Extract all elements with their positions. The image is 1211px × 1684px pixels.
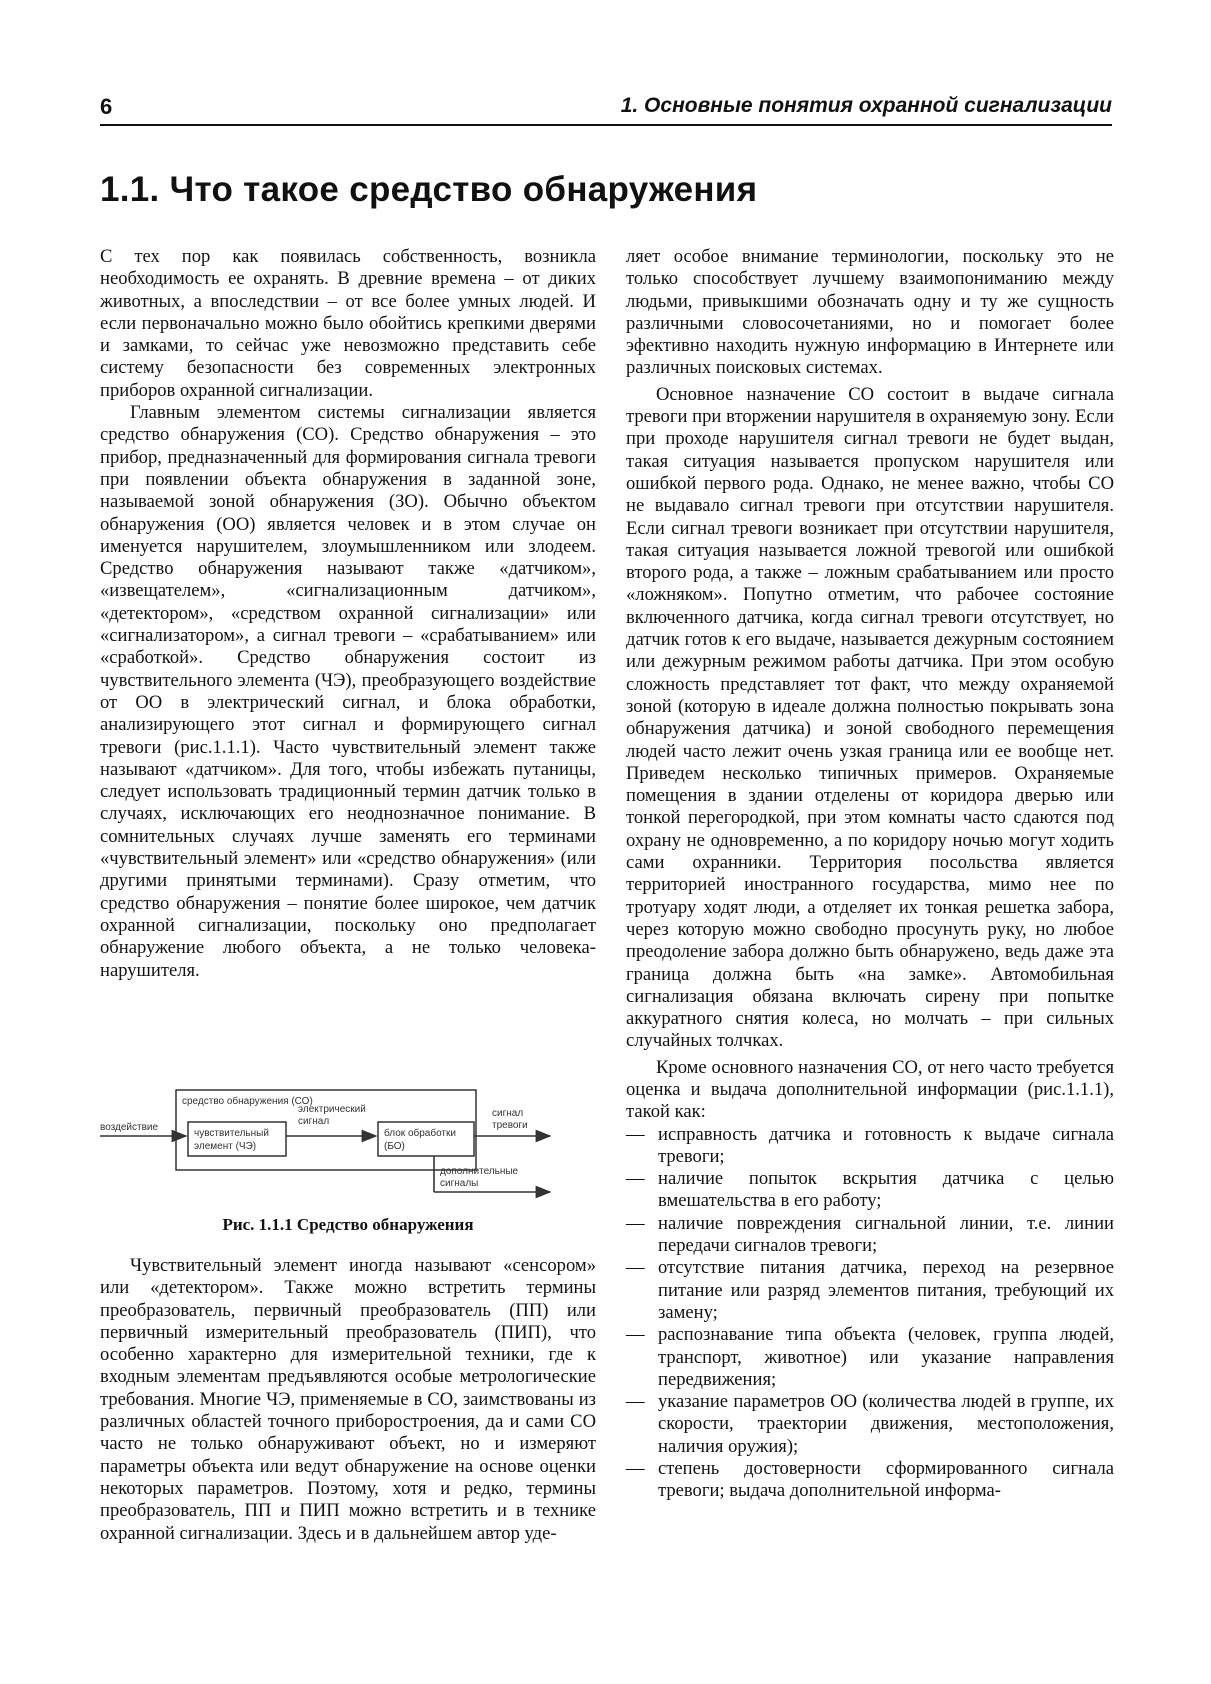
- left-column-continued: [100, 1255, 596, 1545]
- paragraph: Основное назначение СО состоит в выдаче сигнала тревоги при вторжении нарушителя в охраняемую зону. Если при проходе нарушителя сигнал тревоги не будет выдан, такая ситуация называется пропуском нарушителя или ошибкой первого рода. Однако, не менее важно, чтобы СО не выдавало сигнал тревоги при отсутствии нарушителя. Если сигнал тревоги возникает при отсутствии нарушителя, такая ситуация называется ложной тревогой или ошибкой второго рода, а также – ложным срабатыванием или просто «ложняком». Попутно отметим, что рабочее состояние включенного датчика, когда сигнал тревоги отсутствует, но датчик готов к его выдаче, называется дежурным состоянием или дежурным режимом работы датчика. При этом особую сложность представляет тот факт, что между охраняемой зоной (которую в идеале должна полностью покрывать зона обнаружения датчика) и зоной свободного перемещения людей часто лежит очень узкая граница или ее вообще нет. Приведем несколько типичных примеров. Охраняемые помещения в здании отделены от коридора дверью или тонкой перегородкой, при этом комнаты часто сдаются под охрану не одновременно, а по коридору ночью могут ходить сами охранники. Территория посольства является территорией иностранного государства, мимо нее по тротуару ходят люди, а отделяет их тонкая решетка забора, через которую можно свободно просунуть руку, но любое преодоление забора должно быть обнаружено, ведь даже эта граница должна быть «на замке». Автомобильная сигнализация обязана включать сирену при попытке аккуратного снятия колеса, но молчать – при сильных случайных толчках.: [626, 383, 1114, 1052]
- paragraph: Главным элементом системы сигнализации является средство обнаружения (СО). Средство обнаружения – это прибор, предназначенный для формирования сигнала тревоги при появлении объекта обнаружения в заданной зоне, называемой зоной обнаружения (ЗО). Обычно объектом обнаружения (ОО) является человек и в этом случае он именуется нарушителем, злоумышленником или злодеем. Средство обнаружения называют также «датчиком», «извещателем», «сигнализационным датчиком», «детектором», «средством охранной сигнализации» или «сигнализатором», а сигнал тревоги – «срабатыванием» или «сработкой». Средство обнаружения состоит из чувствительного элемента (ЧЭ), преобразующего воздействие от ОО в электрический сигнал, и блока обработки, анализирующего этот сигнал и формирующего сигнал тревоги (рис.1.1.1). Часто чувствительный элемент также называют «датчиком». Для того, чтобы избежать путаницы, следует использовать традиционный термин датчик только в случаях, исключающих его неоднозначное понимание. В сомнительных случаях лучше заменять его терминами «чувствительный элемент» или «средство обнаружения» (или другими принятыми терминами). Сразу отметим, что средство обнаружения – понятие более широкое, чем датчик охранной сигнализации, поскольку оно предполагает обнаружение любого объекта, а не только человека-нарушителя.: [100, 402, 596, 981]
- extra-label-1: дополнительные: [440, 1166, 519, 1177]
- section-title: 1.1. Что такое средство обнаружения: [100, 170, 758, 209]
- list-marker: —: [626, 1391, 645, 1413]
- paragraph: Чувствительный элемент иногда называют «сенсором» или «детектором». Также можно встретить термины преобразователь, первичный преобразователь (ПП) или первичный измерительный преобразователь (ПИП), что особенно характерно для измерительной техники, где к входным элементам предъявляются особые метрологические требования. Многие ЧЭ, применяемые в СО, заимствованы из различных областей точного приборостроения, да и сами СО часто не только обнаруживают объект, но и измеряют параметры объекта или ведут обнаружение на основе оценки некоторых параметров. Поэтому, хотя и редко, термины преобразователь, ПП и ПИП можно встретить и в технике охранной сигнализации. Здесь и в дальнейшем автор уде-: [100, 1255, 596, 1544]
- list-item: — отсутствие питания датчика, переход на резервное питание или разряд элементов питания, требующий их замену;: [626, 1257, 1114, 1323]
- sensor-label-1: чувствительный: [194, 1128, 269, 1139]
- figure-diagram: [100, 1082, 596, 1202]
- list-item: — наличие повреждения сигнальной линии, т.е. линии передачи сигналов тревоги;: [626, 1212, 1114, 1257]
- list-marker: —: [626, 1458, 645, 1480]
- paragraph: С тех пор как появилась собственность, возникла необходимость ее охранять. В древние времена – от диких животных, а впоследствии – от все более умных людей. И если первоначально можно было обойтись крепкими дверями и замками, то сейчас уже невозможно представить себе систему безопасности без современных электронных приборов охранной сигнализации.: [100, 246, 596, 401]
- signal-label-1: электрический: [298, 1104, 366, 1115]
- processor-label-1: блок обработки: [384, 1128, 456, 1139]
- list-marker: —: [626, 1212, 645, 1234]
- output-label-1: сигнал: [492, 1108, 524, 1119]
- extra-label-2: сигналы: [440, 1178, 479, 1189]
- page-header: [100, 94, 1112, 126]
- list-item: — наличие попыток вскрытия датчика с целью вмешательства в его работу;: [626, 1168, 1114, 1212]
- list-item: — указание параметров ОО (количества людей в группе, их скорости, траектории движения, местоположения, наличия оружия);: [626, 1391, 1114, 1457]
- list-marker: —: [626, 1123, 645, 1145]
- processor-label-2: (БО): [384, 1141, 405, 1152]
- figure-caption: Рис. 1.1.1 Средство обнаружения: [222, 1215, 474, 1234]
- block-diagram: [100, 1082, 596, 1202]
- list-marker: —: [626, 1168, 645, 1190]
- right-column: [626, 246, 1114, 1503]
- outer-box-label: средство обнаружения (СО): [182, 1096, 313, 1107]
- signal-label-2: сигнал: [298, 1116, 330, 1127]
- paragraph: ляет особое внимание терминологии, поскольку это не только способствует лучшему взаимопониманию между людьми, привыкшими обозначать одну и ту же сущность различными словосочетаниями, но и помогает более эфективно находить нужную информацию в Интернете или различных поисковых системах.: [626, 246, 1114, 379]
- list-item: — распознавание типа объекта (человек, группа людей, транспорт, животное) или указание направления передвижения;: [626, 1324, 1114, 1390]
- page-number: 6: [100, 94, 113, 119]
- list-marker: —: [626, 1324, 645, 1346]
- running-head: 1. Основные понятия охранной сигнализации: [620, 94, 1112, 117]
- sensor-label-2: элемент (ЧЭ): [194, 1141, 257, 1152]
- list-item: — степень достоверности сформированного сигнала тревоги; выдача дополнительной информа-: [626, 1458, 1114, 1502]
- left-column: [100, 246, 596, 982]
- feature-list: [626, 1124, 1114, 1503]
- list-marker: —: [626, 1257, 645, 1279]
- output-label-2: тревоги: [492, 1120, 528, 1131]
- input-label: воздействие: [100, 1122, 159, 1133]
- list-item: — исправность датчика и готовность к выдаче сигнала тревоги;: [626, 1123, 1114, 1167]
- paragraph: Кроме основного назначения СО, от него часто требуется оценка и выдача дополнительной информации (рис.1.1.1), такой как:: [626, 1056, 1114, 1123]
